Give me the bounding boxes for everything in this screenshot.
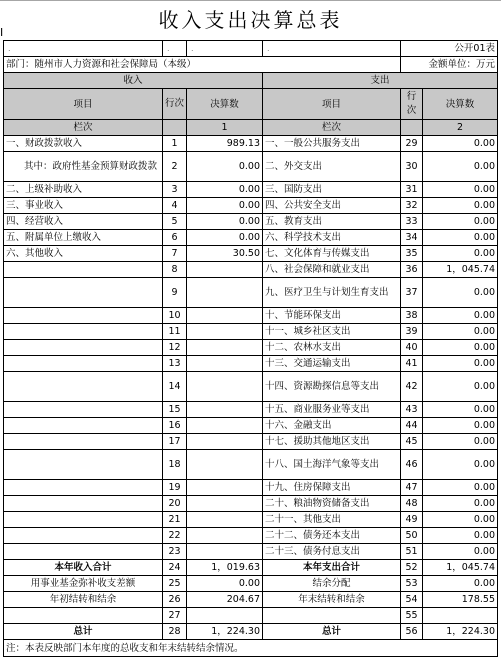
income-amount: [187, 512, 263, 528]
income-amount: 30.50: [187, 246, 263, 262]
income-amount: [187, 356, 263, 372]
income-amount: 989.13: [187, 136, 263, 152]
income-item: [4, 528, 163, 544]
expense-item: 十七、援助其他地区支出: [263, 434, 401, 450]
income-item: [4, 450, 163, 480]
note-row: [4, 640, 498, 657]
expense-row-no: 45: [401, 434, 423, 450]
income-row-no: 15: [163, 402, 187, 418]
table-row: [4, 496, 498, 512]
income-amount: [187, 324, 263, 340]
summary-income-amount: 0.00: [187, 576, 263, 592]
income-amount: [187, 434, 263, 450]
unit-label: 金额单位：万元: [401, 57, 498, 73]
expense-amount: 0.00: [423, 418, 498, 434]
expense-amount: 0.00: [423, 544, 498, 560]
summary-income-item: 本年收入合计: [4, 560, 163, 576]
expense-row-no: 36: [401, 262, 423, 278]
income-item: [4, 512, 163, 528]
income-row-no: 14: [163, 372, 187, 402]
expense-row-no: 43: [401, 402, 423, 418]
expense-amount: 0.00: [423, 136, 498, 152]
summary-row: [4, 576, 498, 592]
expense-row-no: 49: [401, 512, 423, 528]
expense-item: 十五、商业服务业等支出: [263, 402, 401, 418]
table-row: [4, 450, 498, 480]
table-row: [4, 278, 498, 308]
summary-row: [4, 592, 498, 608]
section-income: 收入: [4, 73, 263, 89]
summary-income-amount: 1，224.30: [187, 624, 263, 640]
expense-item: 二十二、债务还本支出: [263, 528, 401, 544]
income-row-no: 7: [163, 246, 187, 262]
expense-row-no: 42: [401, 372, 423, 402]
income-item: [4, 308, 163, 324]
income-row-no: 17: [163, 434, 187, 450]
blank-cell: .: [263, 41, 401, 57]
income-row-no: 21: [163, 512, 187, 528]
expense-item: 十九、住房保障支出: [263, 480, 401, 496]
income-amount: 0.00: [187, 152, 263, 182]
expense-item: 八、社会保障和就业支出: [263, 262, 401, 278]
col-item-expense: 项目: [263, 89, 401, 120]
income-row-no: 6: [163, 230, 187, 246]
table-code-row: [4, 41, 498, 57]
expense-amount: 0.00: [423, 340, 498, 356]
income-amount: 0.00: [187, 230, 263, 246]
income-row-no: 9: [163, 278, 187, 308]
col-amount-income: 决算数: [187, 89, 263, 120]
expense-item: 一、一般公共服务支出: [263, 136, 401, 152]
income-row-no: 23: [163, 544, 187, 560]
summary-income-item: 年初结转和结余: [4, 592, 163, 608]
expense-item: 二十一、其他支出: [263, 512, 401, 528]
income-row-no: 11: [163, 324, 187, 340]
income-row-no: 8: [163, 262, 187, 278]
table-row: [4, 262, 498, 278]
income-amount: [187, 480, 263, 496]
income-item: [4, 544, 163, 560]
table-row: [4, 402, 498, 418]
lanci-label-income: 栏次: [4, 120, 163, 136]
lanci-row: [4, 120, 498, 136]
summary-expense-row-no: 55: [401, 608, 423, 624]
section-row: [4, 73, 498, 89]
col-amount-expense: 决算数: [423, 89, 498, 120]
income-row-no: 12: [163, 340, 187, 356]
table-row: [4, 230, 498, 246]
top-rule: [0, 0, 501, 1]
summary-expense-item: 年末结转和结余: [263, 592, 401, 608]
table-row: [4, 434, 498, 450]
page-title: 收入支出决算总表: [158, 8, 343, 32]
summary-expense-amount: 1，045.74: [423, 560, 498, 576]
income-item: [4, 418, 163, 434]
expense-item: 十二、农林水支出: [263, 340, 401, 356]
income-row-no: 2: [163, 152, 187, 182]
expense-amount: 0.00: [423, 372, 498, 402]
expense-row-no: 41: [401, 356, 423, 372]
income-item: 二、上级补助收入: [4, 182, 163, 198]
col-row-expense: 行次: [401, 89, 423, 120]
summary-income-amount: 204.67: [187, 592, 263, 608]
table-row: [4, 136, 498, 152]
income-amount: [187, 278, 263, 308]
expense-amount: 0.00: [423, 480, 498, 496]
expense-amount: 0.00: [423, 182, 498, 198]
summary-expense-row-no: 56: [401, 624, 423, 640]
expense-row-no: 39: [401, 324, 423, 340]
income-amount: [187, 528, 263, 544]
income-row-no: 18: [163, 450, 187, 480]
lanci-empty: [163, 120, 187, 136]
expense-amount: 0.00: [423, 214, 498, 230]
expense-amount: 0.00: [423, 434, 498, 450]
lanci-label-expense: 栏次: [263, 120, 401, 136]
income-item: 五、附属单位上缴收入: [4, 230, 163, 246]
expense-amount: 0.00: [423, 356, 498, 372]
income-item: [4, 480, 163, 496]
expense-item: 十八、国土海洋气象等支出: [263, 450, 401, 480]
summary-expense-amount: 1，224.30: [423, 624, 498, 640]
table-row: [4, 198, 498, 214]
summary-expense-amount: 0.00: [423, 576, 498, 592]
income-amount: [187, 496, 263, 512]
summary-income-item: 总计: [4, 624, 163, 640]
income-amount: [187, 402, 263, 418]
table-row: [4, 324, 498, 340]
department-row: [4, 57, 498, 73]
income-row-no: 19: [163, 480, 187, 496]
expense-amount: 1，045.74: [423, 262, 498, 278]
table-row: [4, 340, 498, 356]
expense-item: 二十三、债务付息支出: [263, 544, 401, 560]
table-note: 注：本表反映部门本年度的总收支和年末结转结余情况。: [4, 640, 498, 657]
income-item: [4, 372, 163, 402]
expense-amount: 0.00: [423, 512, 498, 528]
income-amount: 0.00: [187, 214, 263, 230]
expense-amount: 0.00: [423, 308, 498, 324]
expense-amount: 0.00: [423, 152, 498, 182]
column-header-row: [4, 89, 498, 120]
summary-expense-item: [263, 608, 401, 624]
income-amount: [187, 418, 263, 434]
expense-row-no: 44: [401, 418, 423, 434]
income-amount: 0.00: [187, 198, 263, 214]
table-row: [4, 544, 498, 560]
expense-row-no: 34: [401, 230, 423, 246]
income-item: 一、财政拨款收入: [4, 136, 163, 152]
table-row: [4, 418, 498, 434]
summary-expense-row-no: 54: [401, 592, 423, 608]
table-row: [4, 528, 498, 544]
expense-amount: 0.00: [423, 402, 498, 418]
expense-amount: 0.00: [423, 496, 498, 512]
summary-expense-amount: [423, 608, 498, 624]
summary-income-amount: [187, 608, 263, 624]
income-item: [4, 340, 163, 356]
table-row: [4, 308, 498, 324]
department-label: 部门：随州市人力资源和社会保障局（本级）: [4, 57, 401, 73]
summary-expense-item: 本年支出合计: [263, 560, 401, 576]
table-row: [4, 152, 498, 182]
lanci-income-value: 1: [187, 120, 263, 136]
table-row: [4, 182, 498, 198]
income-row-no: 20: [163, 496, 187, 512]
income-row-no: 10: [163, 308, 187, 324]
income-amount: [187, 544, 263, 560]
expense-row-no: 38: [401, 308, 423, 324]
blank-cell: .: [163, 41, 187, 57]
income-item: [4, 402, 163, 418]
lanci-expense-value: 2: [423, 120, 498, 136]
income-amount: [187, 372, 263, 402]
expense-row-no: 50: [401, 528, 423, 544]
summary-income-row-no: 28: [163, 624, 187, 640]
expense-item: 十三、交通运输支出: [263, 356, 401, 372]
expense-amount: 0.00: [423, 450, 498, 480]
expense-row-no: 46: [401, 450, 423, 480]
expense-amount: 0.00: [423, 324, 498, 340]
summary-income-row-no: 27: [163, 608, 187, 624]
summary-income-amount: 1，019.63: [187, 560, 263, 576]
income-item: 三、事业收入: [4, 198, 163, 214]
summary-income-row-no: 25: [163, 576, 187, 592]
lanci-empty: [401, 120, 423, 136]
expense-item: 二十、粮油物资储备支出: [263, 496, 401, 512]
expense-row-no: 30: [401, 152, 423, 182]
income-item: 其中：政府性基金预算财政拨款: [4, 152, 163, 182]
expense-row-no: 29: [401, 136, 423, 152]
expense-row-no: 33: [401, 214, 423, 230]
expense-item: 十、节能环保支出: [263, 308, 401, 324]
income-amount: [187, 340, 263, 356]
summary-expense-item: 总计: [263, 624, 401, 640]
summary-expense-row-no: 52: [401, 560, 423, 576]
expense-amount: 0.00: [423, 198, 498, 214]
expense-row-no: 35: [401, 246, 423, 262]
table-row: [4, 246, 498, 262]
table-row: [4, 372, 498, 402]
table-code: 公开01表: [401, 41, 498, 57]
summary-expense-amount: 178.55: [423, 592, 498, 608]
table-row: [4, 214, 498, 230]
income-item: [4, 262, 163, 278]
table-row: [4, 480, 498, 496]
expense-amount: 0.00: [423, 246, 498, 262]
income-row-no: 13: [163, 356, 187, 372]
summary-income-item: [4, 608, 163, 624]
expense-item: 六、科学技术支出: [263, 230, 401, 246]
expense-item: 十六、金融支出: [263, 418, 401, 434]
income-item: [4, 434, 163, 450]
blank-cell: .: [4, 41, 163, 57]
income-row-no: 16: [163, 418, 187, 434]
income-row-no: 4: [163, 198, 187, 214]
income-amount: [187, 262, 263, 278]
income-row-no: 1: [163, 136, 187, 152]
table-row: [4, 512, 498, 528]
col-row-income: 行次: [163, 89, 187, 120]
expense-item: 九、医疗卫生与计划生育支出: [263, 278, 401, 308]
text-cursor-mark: I: [0, 26, 4, 39]
income-item: [4, 278, 163, 308]
expense-item: 十四、资源勘探信息等支出: [263, 372, 401, 402]
blank-cell: .: [187, 41, 263, 57]
expense-amount: 0.00: [423, 528, 498, 544]
income-row-no: 22: [163, 528, 187, 544]
expense-amount: 0.00: [423, 230, 498, 246]
summary-expense-row-no: 53: [401, 576, 423, 592]
income-item: 四、经营收入: [4, 214, 163, 230]
section-expense: 支出: [263, 73, 498, 89]
table-row: [4, 356, 498, 372]
expense-row-no: 47: [401, 480, 423, 496]
summary-expense-item: 结余分配: [263, 576, 401, 592]
summary-row: [4, 608, 498, 624]
income-item: 六、其他收入: [4, 246, 163, 262]
expense-row-no: 51: [401, 544, 423, 560]
expense-amount: 0.00: [423, 278, 498, 308]
income-amount: [187, 308, 263, 324]
summary-income-row-no: 26: [163, 592, 187, 608]
income-item: [4, 324, 163, 340]
summary-row: [4, 560, 498, 576]
expense-item: 七、文化体育与传媒支出: [263, 246, 401, 262]
income-amount: 0.00: [187, 182, 263, 198]
final-accounts-table: [3, 40, 498, 657]
expense-item: 五、教育支出: [263, 214, 401, 230]
expense-item: 三、国防支出: [263, 182, 401, 198]
income-amount: [187, 450, 263, 480]
summary-income-item: 用事业基金弥补收支差额: [4, 576, 163, 592]
income-item: [4, 356, 163, 372]
summary-income-row-no: 24: [163, 560, 187, 576]
expense-item: 四、公共安全支出: [263, 198, 401, 214]
summary-row: [4, 624, 498, 640]
expense-row-no: 31: [401, 182, 423, 198]
expense-row-no: 48: [401, 496, 423, 512]
income-row-no: 3: [163, 182, 187, 198]
income-item: [4, 496, 163, 512]
col-item-income: 项目: [4, 89, 163, 120]
expense-row-no: 40: [401, 340, 423, 356]
income-row-no: 5: [163, 214, 187, 230]
expense-item: 十一、城乡社区支出: [263, 324, 401, 340]
expense-row-no: 32: [401, 198, 423, 214]
expense-item: 二、外交支出: [263, 152, 401, 182]
expense-row-no: 37: [401, 278, 423, 308]
